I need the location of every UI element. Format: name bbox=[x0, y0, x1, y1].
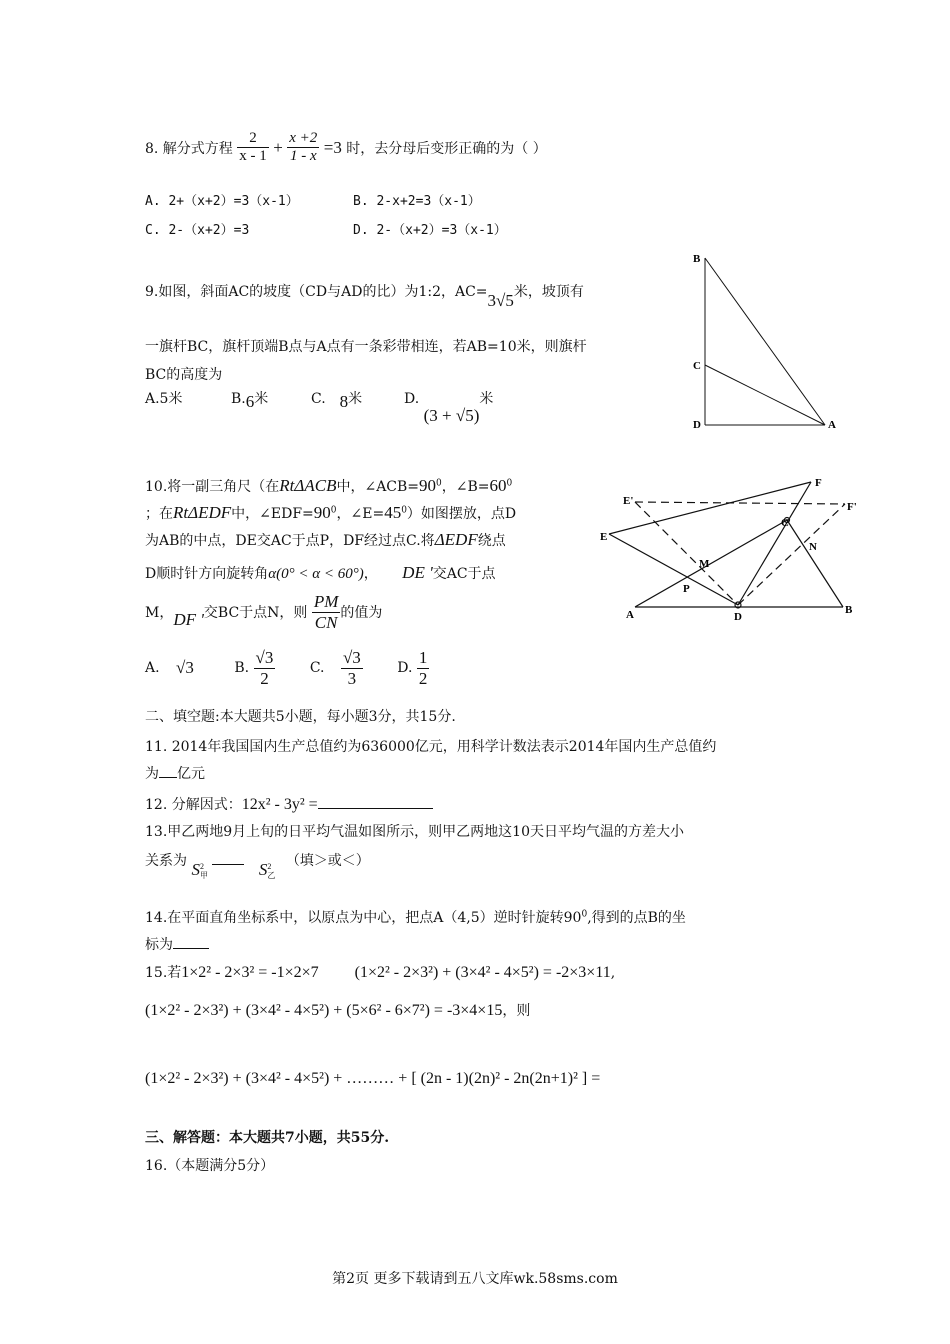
q10-line-e1f1 bbox=[635, 502, 845, 504]
q10-label-f1: F' bbox=[847, 501, 857, 513]
q10-l1b: 中，∠ACB= bbox=[336, 479, 420, 495]
q10-option-b-den: 2 bbox=[254, 668, 276, 689]
q10-option-c-frac bbox=[341, 648, 363, 688]
q10-l4c: 交AC于点 bbox=[432, 566, 496, 582]
page-footer: 第2页 更多下载请到五八文库wk.58sms.com bbox=[332, 1271, 618, 1287]
q14-line1-text: 14.在平面直角坐标系中，以原点为中心，把点A（4,5）逆时针旋转90 bbox=[145, 910, 582, 926]
q10-tri-edf: ΔEDF bbox=[434, 530, 478, 549]
q13-s2-sup: 2 bbox=[267, 862, 272, 872]
q13-s2-letter: S bbox=[258, 860, 268, 879]
q10-deg1: 0 bbox=[436, 478, 442, 489]
q10-v90b: 90 bbox=[313, 503, 331, 522]
q10-line3 bbox=[145, 530, 506, 550]
q10-option-d-den: 2 bbox=[418, 668, 428, 688]
q10-df-prime: DF ' bbox=[173, 610, 204, 630]
q14-sup: 0 bbox=[581, 909, 588, 920]
q10-l5c: 的值为 bbox=[340, 605, 383, 622]
q10-l2a: ；在 bbox=[145, 506, 173, 522]
q10-cn: CN bbox=[312, 612, 341, 633]
q10-l4b: ， bbox=[363, 566, 378, 582]
q10-line-df1 bbox=[738, 504, 845, 605]
q10-option-b-num: √3 bbox=[255, 648, 274, 667]
q10-deg3: 0 bbox=[330, 505, 337, 516]
q10-label-f: F bbox=[815, 477, 822, 489]
q13-line1: 13.甲乙两地9月上旬的日平均气温如图所示，则甲乙两地这10天日平均气温的方差大小 bbox=[145, 824, 684, 840]
q9-label-c: C bbox=[693, 360, 701, 372]
q9-option-c bbox=[311, 388, 363, 411]
q10-option-b-label: B. bbox=[234, 660, 250, 677]
q8-option-c: C. 2-（x+2）=3 bbox=[145, 223, 250, 238]
q10-rt-acb: RtΔACB bbox=[279, 476, 337, 495]
q15-e3: (1×2² - 2×3²) + (3×4² - 4×5²) + (5×6² - 6×7²) = -3×4×15 bbox=[145, 1002, 503, 1019]
q9-option-d bbox=[404, 388, 494, 425]
q10-line-ac bbox=[635, 520, 787, 607]
q9-line-ba bbox=[705, 258, 825, 425]
q10-options bbox=[145, 648, 429, 688]
q9-label-a: A bbox=[828, 419, 836, 431]
q15-e4: (1×2² - 2×3²) + (3×4² - 4×5²) + ……… + [ (2n - 1)(2n)² - 2n(2n+1)² ] = bbox=[145, 1070, 601, 1087]
q10-v90a: 90 bbox=[419, 476, 437, 495]
q15-prefix: 15.若 bbox=[145, 965, 182, 981]
q12 bbox=[145, 792, 433, 814]
q15-e2: (1×2² - 2×3²) + (3×4² - 4×5²) = -2×3×11 bbox=[354, 964, 611, 981]
q9-ac-value: 3√5 bbox=[487, 291, 514, 310]
q11-line1: 11. 2014年我国国内生产总值约为636000亿元，用科学计数法表示2014年国内生产总值约 bbox=[145, 739, 717, 755]
q9-option-d-value: (3 + √5) bbox=[423, 406, 480, 425]
q12-prefix: 12. 分解因式： bbox=[145, 797, 242, 813]
q10-v45: 45 bbox=[384, 503, 402, 522]
q15-then: ，则 bbox=[502, 1003, 531, 1019]
q8-frac2-den: 1 - x bbox=[287, 147, 319, 165]
q10-label-n: N bbox=[809, 541, 817, 553]
q13-prefix: 关系为 bbox=[145, 853, 187, 869]
q8-option-b: B. 2-x+2=3（x-1） bbox=[353, 194, 481, 209]
q10-l2c: ，∠E= bbox=[336, 506, 385, 522]
q14-answer-blank[interactable] bbox=[173, 948, 209, 949]
q10-label-c: C bbox=[781, 517, 789, 529]
q13-s2-sub: 乙 bbox=[267, 871, 276, 881]
q10-line1 bbox=[145, 476, 512, 496]
q10-option-a-label: A. bbox=[145, 660, 160, 677]
q13-s2 bbox=[259, 860, 276, 879]
q10-l2d: ）如图摆放，点D bbox=[406, 506, 517, 522]
q8-frac2-num: x +2 bbox=[289, 130, 318, 146]
q8-option-d: D. 2-（x+2）=3（x-1） bbox=[353, 223, 507, 238]
q13-suffix: （填＞或＜） bbox=[285, 853, 370, 869]
q10-option-c-den: 3 bbox=[341, 668, 363, 689]
q10-line2 bbox=[145, 503, 516, 523]
q10-line4 bbox=[145, 563, 496, 583]
q10-v60: 60 bbox=[489, 476, 507, 495]
q10-option-c-label: C. bbox=[309, 660, 325, 677]
q10-l3b: 绕点 bbox=[477, 533, 506, 549]
q10-label-p: P bbox=[683, 583, 690, 595]
q9-line1-text: 9.如图，斜面AC的坡度（CD与AD的比）为1:2，AC= bbox=[145, 284, 488, 300]
q9-option-b-label: B. bbox=[231, 391, 246, 407]
q9-option-d-unit: 米 bbox=[479, 391, 494, 407]
q10-l3a: 为AB的中点，DE交AC于点P，DF经过点C.将 bbox=[145, 533, 435, 549]
q10-label-m: M bbox=[699, 558, 710, 570]
q11-prefix: 为 bbox=[145, 766, 159, 782]
q11-suffix: 亿元 bbox=[177, 766, 205, 782]
q13-s1-letter: S bbox=[191, 860, 200, 879]
q11-line2 bbox=[145, 763, 205, 783]
q14-line1-suffix: ,得到的点B的坐 bbox=[587, 910, 686, 926]
q12-answer-blank[interactable] bbox=[318, 792, 433, 809]
q9-line1-suffix: 米，坡顶有 bbox=[513, 284, 584, 300]
q8-frac1-den: x - 1 bbox=[239, 148, 267, 165]
q13-s1-sup: 2 bbox=[199, 862, 204, 872]
q9-label-b: B bbox=[693, 253, 701, 265]
q10-option-d-label: D. bbox=[397, 660, 413, 677]
q9-line-ca bbox=[705, 365, 825, 425]
q10-option-b-frac bbox=[254, 648, 276, 688]
q9-option-c-value: 8 bbox=[339, 392, 349, 411]
q8-suffix: 时，去分母后变形正确的为（ ） bbox=[346, 140, 547, 157]
q9-figure bbox=[685, 248, 845, 438]
q13-s1-sub: 甲 bbox=[199, 871, 208, 881]
q15-line2 bbox=[145, 1000, 530, 1020]
section2-heading: 二、填空题:本大题共5小题，每小题3分，共15分. bbox=[145, 709, 456, 725]
q8-frac1 bbox=[237, 130, 269, 166]
q9-option-b-unit: 米 bbox=[254, 391, 269, 407]
q10-label-a: A bbox=[626, 609, 634, 621]
q9-line2: 一旗杆BC，旗杆顶端B点与A点有一条彩带相连，若AB=10米，则旗杆 bbox=[145, 339, 587, 355]
q10-alpha: α(0° < α < 60°) bbox=[268, 566, 364, 582]
q10-pm-cn bbox=[312, 592, 341, 632]
q8-plus: + bbox=[273, 137, 283, 157]
q10-deg2: 0 bbox=[506, 478, 513, 489]
q14-line2 bbox=[145, 934, 209, 954]
q9-option-c-unit: 米 bbox=[348, 391, 363, 407]
q16-heading: 16.（本题满分5分） bbox=[145, 1158, 275, 1174]
q13-s1 bbox=[191, 860, 208, 879]
q10-label-e: E bbox=[600, 531, 608, 543]
q9-option-b bbox=[231, 388, 269, 411]
q8-stem bbox=[145, 130, 547, 166]
q10-l4a: D顺时针方向旋转角 bbox=[145, 566, 269, 582]
q8-equals: =3 bbox=[323, 137, 342, 157]
q13-line2 bbox=[145, 850, 370, 881]
q10-figure bbox=[595, 470, 865, 630]
q10-l5a: M， bbox=[145, 605, 174, 622]
q9-option-c-label: C. bbox=[311, 391, 326, 407]
q10-deg4: 0 bbox=[401, 505, 407, 516]
q10-l1a: 10.将一副三角尺（在 bbox=[145, 479, 280, 495]
q14-line1 bbox=[145, 907, 686, 927]
q9-line3: BC的高度为 bbox=[145, 367, 223, 383]
q10-line-df bbox=[738, 482, 811, 605]
q10-option-a-value: √3 bbox=[176, 658, 194, 678]
q8-frac1-num: 2 bbox=[249, 130, 257, 146]
q10-label-e1: E' bbox=[623, 495, 634, 507]
q10-line-ed bbox=[609, 534, 738, 605]
q10-option-c-num: √3 bbox=[342, 648, 361, 667]
q12-expression: 12x² - 3y² = bbox=[241, 796, 318, 813]
q10-l1c: ，∠B= bbox=[441, 479, 490, 495]
q8-frac2 bbox=[287, 130, 319, 166]
q10-line5 bbox=[145, 592, 382, 632]
q9-option-a: A.5米 bbox=[145, 391, 183, 407]
q10-label-d: D bbox=[734, 611, 742, 623]
q10-l5b: 交BC于点N，则 bbox=[203, 605, 308, 622]
q11-answer-blank[interactable] bbox=[159, 777, 177, 778]
q9-option-d-label: D. bbox=[404, 391, 420, 407]
section3-heading: 三、解答题：本大题共7小题，共55分. bbox=[145, 1130, 390, 1146]
q9-label-d: D bbox=[693, 419, 701, 431]
q10-de-prime: DE ' bbox=[402, 563, 433, 582]
q10-pm: PM bbox=[313, 592, 339, 611]
q10-rt-edf: RtΔEDF bbox=[173, 503, 232, 522]
q9-option-b-value: 6 bbox=[245, 392, 255, 411]
q10-l2b: 中，∠EDF= bbox=[231, 506, 314, 522]
q10-label-b: B bbox=[845, 604, 853, 616]
q8-option-a: A. 2+（x+2）=3（x-1） bbox=[145, 194, 299, 209]
q15-e1: 1×2² - 2×3² = -1×2×7 bbox=[181, 964, 319, 981]
q13-answer-blank[interactable] bbox=[212, 852, 244, 865]
q15-line1: 15.若1×2² - 2×3² = -1×2×7 (1×2² - 2×3²) + (3×4² - 4×5²) = -2×3×11, bbox=[145, 964, 616, 981]
q10-option-d-num: 1 bbox=[418, 648, 428, 667]
q9-line1 bbox=[145, 281, 584, 310]
q10-option-d-frac bbox=[417, 648, 430, 688]
q8-prefix: 8. 解分式方程 bbox=[145, 140, 233, 157]
q14-line2-text: 标为 bbox=[145, 937, 173, 953]
q15-line3 bbox=[145, 1070, 600, 1088]
